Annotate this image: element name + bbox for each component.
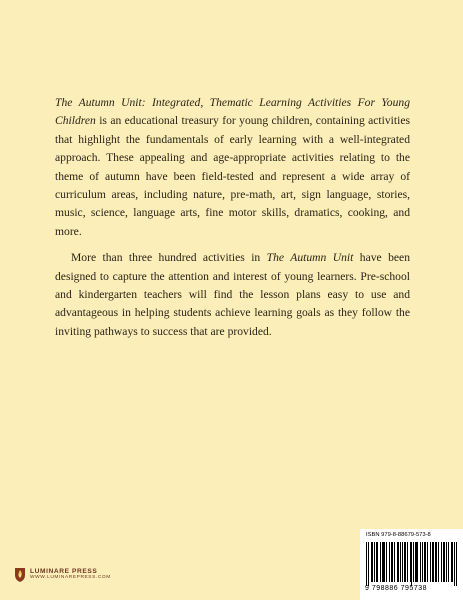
barcode-bar bbox=[427, 542, 428, 582]
barcode-bar bbox=[386, 542, 387, 582]
description-paragraph-2 bbox=[55, 249, 410, 341]
barcode-bar bbox=[438, 542, 439, 582]
book-title-italic: The Autumn Unit: Integrated, Thematic Learning Activities For Young Children bbox=[55, 96, 410, 128]
barcode-bar bbox=[432, 542, 433, 582]
barcode-bar bbox=[372, 542, 373, 582]
barcode-bar bbox=[413, 542, 414, 582]
barcode-bar bbox=[383, 542, 384, 582]
barcode-bar bbox=[407, 542, 408, 582]
barcode-bar bbox=[424, 542, 425, 582]
barcode-bar bbox=[451, 542, 452, 582]
isbn-label: ISBN 979-8-88679-573-8 bbox=[366, 532, 431, 538]
barcode-digits: 9 798886 795738 bbox=[365, 585, 427, 592]
barcode-bar bbox=[404, 542, 405, 582]
barcode-bars bbox=[366, 542, 457, 586]
book-description bbox=[55, 94, 410, 349]
short-title-italic: The Autumn Unit bbox=[266, 251, 354, 265]
paragraph-2-start: More than three hundred activities in bbox=[71, 251, 267, 265]
barcode-bar bbox=[410, 542, 411, 582]
barcode-bar bbox=[448, 542, 449, 582]
barcode-bar bbox=[402, 542, 403, 582]
barcode-bar bbox=[374, 542, 375, 582]
flame-shield-icon bbox=[14, 566, 26, 582]
barcode-bar bbox=[394, 542, 395, 582]
description-paragraph-1 bbox=[55, 94, 410, 241]
barcode-bar bbox=[446, 542, 447, 582]
barcode-bar bbox=[377, 542, 378, 582]
barcode-bar bbox=[441, 542, 442, 582]
barcode-bar bbox=[389, 542, 390, 582]
barcode-bar bbox=[452, 542, 453, 582]
barcode-bar bbox=[397, 542, 398, 582]
barcode-bar bbox=[433, 542, 434, 582]
barcode-bar bbox=[391, 542, 392, 582]
barcode-bar bbox=[380, 542, 381, 582]
barcode-bar bbox=[366, 542, 367, 586]
paragraph-1-body: is an educational treasury for young children, containing activities that highlight the fundamentals of early learning with a well-integrated approach. These appealing and age-appropriate activities relating to the theme of autumn have been field-tested and represent a wide array of curriculum areas, including nature, pre-math, art, sign language, stories, music, science, language arts, fine motor skills, dramatics, cooking, and more. bbox=[55, 114, 410, 238]
isbn-barcode bbox=[360, 529, 463, 600]
barcode-bar bbox=[436, 542, 437, 582]
barcode-bar bbox=[400, 542, 401, 582]
barcode-bar bbox=[444, 542, 445, 582]
barcode-bar bbox=[456, 542, 457, 586]
barcode-bar bbox=[405, 542, 406, 582]
barcode-bar bbox=[384, 542, 385, 582]
barcode-bar bbox=[382, 542, 383, 582]
barcode-bar bbox=[425, 542, 426, 582]
barcode-bar bbox=[443, 542, 444, 582]
barcode-bar bbox=[435, 542, 436, 582]
barcode-bar bbox=[376, 542, 377, 582]
barcode-bar bbox=[430, 542, 431, 582]
publisher-mark bbox=[14, 566, 111, 582]
barcode-bar bbox=[392, 542, 393, 582]
publisher-url: WWW.LUMINAREPRESS.COM bbox=[30, 575, 111, 580]
publisher-name: LUMINARE PRESS bbox=[30, 568, 98, 575]
publisher-text bbox=[30, 568, 111, 580]
barcode-bar bbox=[371, 542, 372, 582]
barcode-bar bbox=[368, 542, 369, 586]
barcode-bar bbox=[398, 542, 399, 582]
barcode-bar bbox=[416, 542, 417, 582]
barcode-bar bbox=[454, 542, 455, 586]
barcode-bar bbox=[417, 542, 418, 582]
barcode-bar bbox=[411, 542, 412, 586]
paragraph-2-end: have been designed to capture the attention and interest of young learners. Pre-school and kindergarten teachers will find the lesson plans easy to use and advantageous in helping students achieve learning goals as they follow the inviting pathways to success that are provided. bbox=[55, 251, 410, 338]
barcode-bar bbox=[420, 542, 421, 582]
barcode-bar bbox=[422, 542, 423, 582]
barcode-bar bbox=[415, 542, 416, 582]
